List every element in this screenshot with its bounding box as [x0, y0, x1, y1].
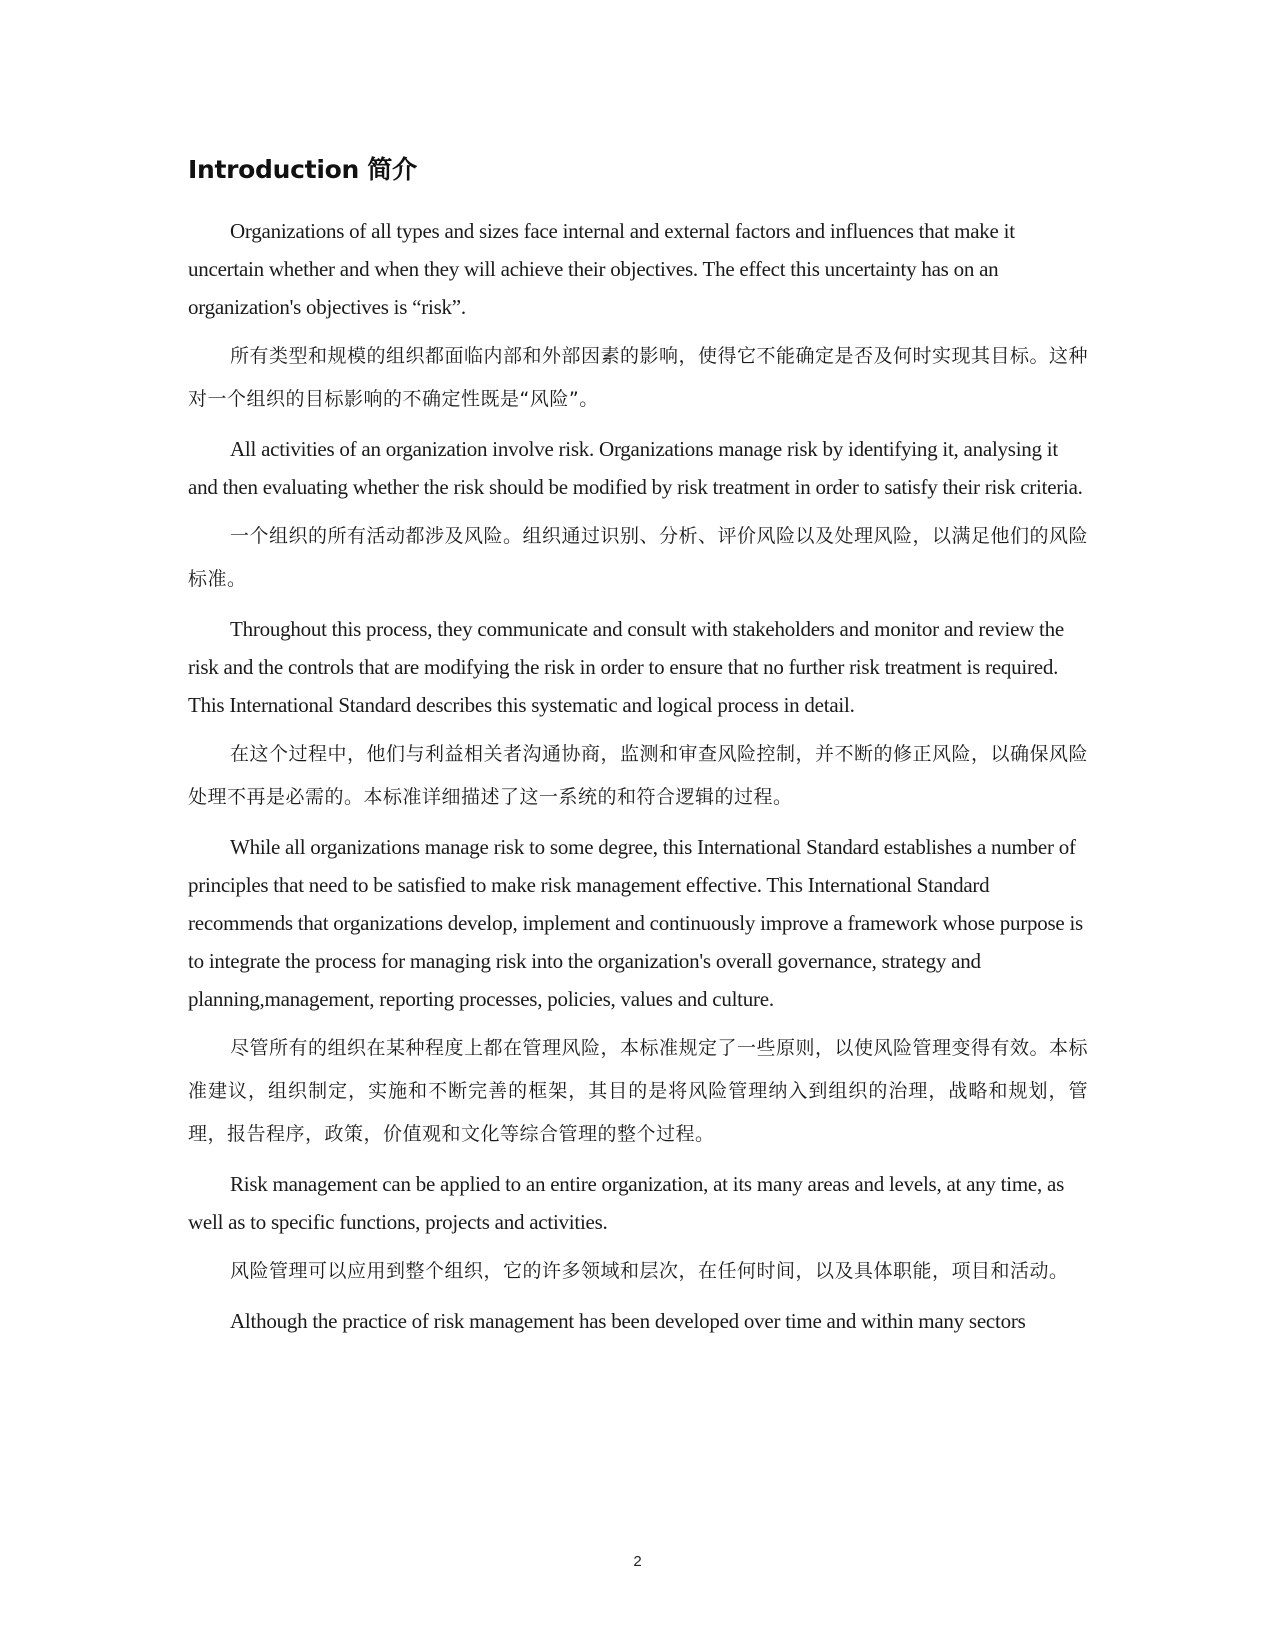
- body-text: [188, 212, 1088, 1349]
- paragraph-en-3: Throughout this process, they communicate and consult with stakeholders and monitor and review the risk and the controls that are modifying the risk in order to ensure that no further risk treatment is required. This International Standard describes this systematic and logical process in detail.: [188, 617, 1064, 717]
- paragraph-zh-4: 尽管所有的组织在某种程度上都在管理风险，本标准规定了一些原则，以使风险管理变得有效。本标准建议，组织制定，实施和不断完善的框架，其目的是将风险管理纳入到组织的治理，战略和规划，管理，报告程序，政策，价值观和文化等综合管理的整个过程。: [188, 1037, 1089, 1145]
- paragraph-zh-1: 所有类型和规模的组织都面临内部和外部因素的影响，使得它不能确定是否及何时实现其目标。这种对一个组织的目标影响的不确定性既是“风险”。: [188, 345, 1089, 410]
- page-number: 2: [633, 1553, 642, 1570]
- paragraph-zh-5: 风险管理可以应用到整个组织，它的许多领域和层次，在任何时间，以及具体职能，项目和活动。: [230, 1260, 1069, 1282]
- paragraph-en-4: While all organizations manage risk to some degree, this International Standard establishes a number of principles that need to be satisfied to make risk management effective. This International Standard recommends that organizations develop, implement and continuously improve a framework whose purpose is to integrate the process for managing risk into the organization's overall governance, strategy and planning,management, reporting processes, policies, values and culture.: [188, 835, 1083, 1011]
- paragraph-en-6: Although the practice of risk management has been developed over time and within many sectors: [230, 1309, 1026, 1333]
- paragraph-en-5: Risk management can be applied to an entire organization, at its many areas and levels, at any time, as well as to specific functions, projects and activities.: [188, 1172, 1064, 1234]
- paragraph-en-1: Organizations of all types and sizes face internal and external factors and influences that make it uncertain whether and when they will achieve their objectives. The effect this uncertainty has on an organization's objectives is “risk”.: [188, 219, 1015, 319]
- paragraph-zh-3: 在这个过程中，他们与利益相关者沟通协商，监测和审查风险控制，并不断的修正风险，以确保风险处理不再是必需的。本标准详细描述了这一系统的和符合逻辑的过程。: [188, 743, 1089, 808]
- paragraph-zh-2: 一个组织的所有活动都涉及风险。组织通过识别、分析、评价风险以及处理风险，以满足他们的风险标准。: [188, 525, 1089, 590]
- section-heading: Introduction 简介: [188, 155, 417, 184]
- paragraph-en-2: All activities of an organization involve risk. Organizations manage risk by identifying it, analysing it and then evaluating whether the risk should be modified by risk treatment in order to satisfy their risk criteria.: [188, 437, 1083, 499]
